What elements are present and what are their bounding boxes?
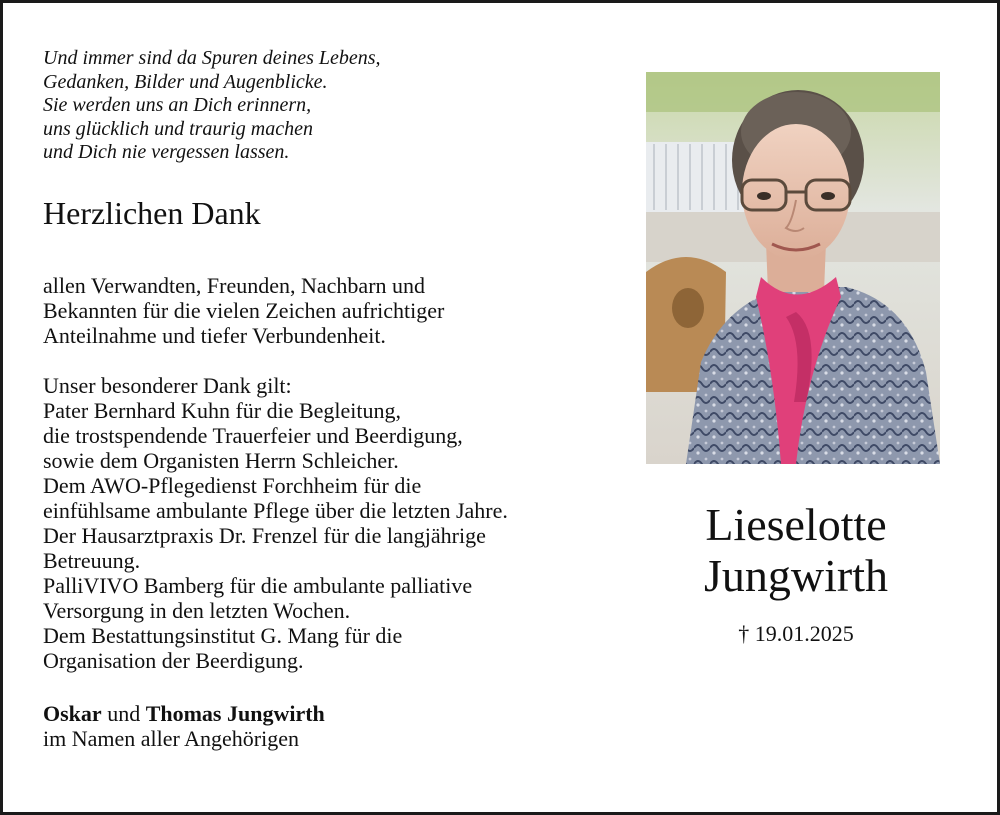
text-line: Betreuung. xyxy=(43,548,141,573)
text-line: sowie dem Organisten Herrn Schleicher. xyxy=(43,448,399,473)
signature-subline: im Namen aller Angehörigen xyxy=(43,726,299,751)
death-date: † 19.01.2025 xyxy=(738,621,854,646)
poem-line: Und immer sind da Spuren deines Lebens, xyxy=(43,47,381,69)
text-line: Anteilnahme und tiefer Verbundenheit. xyxy=(43,323,386,348)
text-line: Versorgung in den letzten Wochen. xyxy=(43,598,351,623)
signature-connector: und xyxy=(101,701,146,726)
poem xyxy=(43,47,603,165)
poem-line: uns glücklich und traurig machen xyxy=(43,117,313,140)
thanks-heading: Herzlichen Dank xyxy=(43,195,261,231)
text-line: Organisation der Beerdigung. xyxy=(43,648,304,673)
deceased-first-name: Lieselotte xyxy=(705,499,887,550)
signature xyxy=(43,701,643,751)
text-line: Der Hausarztpraxis Dr. Frenzel für die langjährige xyxy=(43,523,486,548)
text-line: Bekannten für die vielen Zeichen aufrichtiger xyxy=(43,298,445,323)
special-thanks-paragraph xyxy=(43,373,643,673)
text-line: Pater Bernhard Kuhn für die Begleitung, xyxy=(43,398,402,423)
signature-names xyxy=(43,701,643,726)
portrait-photo xyxy=(646,72,940,464)
thanks-paragraph xyxy=(43,273,643,348)
poem-line: Sie werden uns an Dich erinnern, xyxy=(43,94,312,116)
text-line: PalliVIVO Bamberg für die ambulante palliative xyxy=(43,573,473,598)
text-line: allen Verwandten, Freunden, Nachbarn und xyxy=(43,273,426,298)
text-line: die trostspendende Trauerfeier und Beerdigung, xyxy=(43,423,463,448)
poem-line: Gedanken, Bilder und Augenblicke. xyxy=(43,70,328,93)
signature-name-thomas: Thomas Jungwirth xyxy=(145,701,325,726)
poem-line: und Dich nie vergessen lassen. xyxy=(43,141,290,163)
deceased-last-name: Jungwirth xyxy=(704,550,888,601)
text-line: Dem AWO-Pflegedienst Forchheim für die xyxy=(43,473,422,498)
text-line: Unser besonderer Dank gilt: xyxy=(43,373,292,398)
signature-name-oskar: Oskar xyxy=(43,701,102,726)
text-line: Dem Bestattungsinstitut G. Mang für die xyxy=(43,623,403,648)
text-line: einfühlsame ambulante Pflege über die letzten Jahre. xyxy=(43,498,508,523)
